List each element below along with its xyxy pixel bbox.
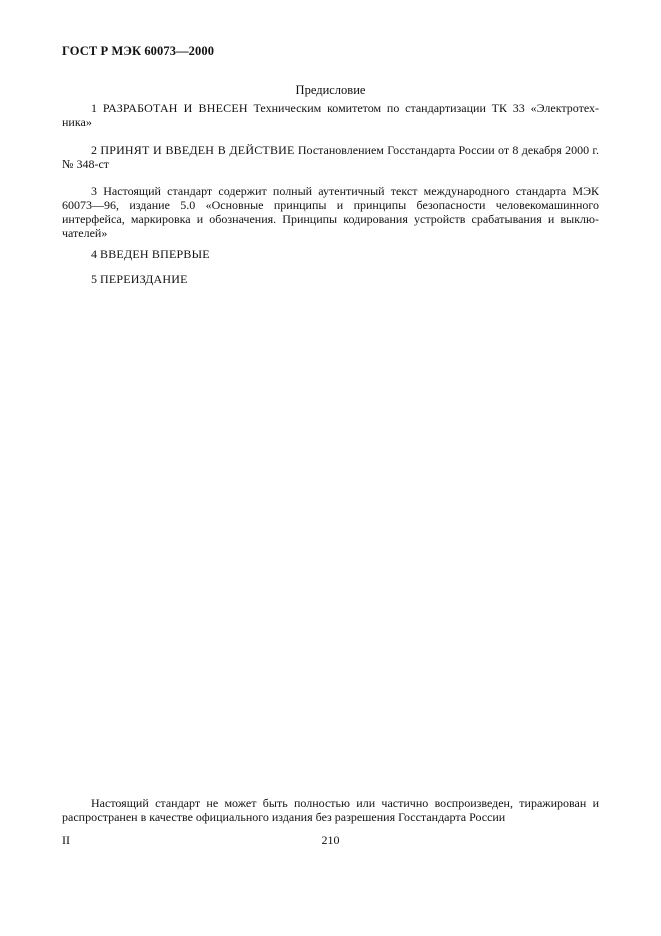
item-number: 5 [91, 272, 97, 286]
item-number: 3 [91, 184, 97, 198]
item-number: 4 [91, 247, 97, 261]
copyright-notice: Настоящий стандарт не может быть полностью или частично воспроизведен, тиражирован и распространен в качестве официального издания без разрешения Госстандарта России [62, 796, 599, 824]
foreword-item-3 [62, 184, 599, 240]
foreword-item-2 [62, 143, 599, 171]
foreword-item-4 [62, 247, 599, 261]
document-header: ГОСТ Р МЭК 60073—2000 [62, 44, 215, 58]
item-caps-heading: РАЗРАБОТАН И ВНЕСЕН [102, 101, 248, 115]
page-roman-numeral: II [62, 833, 70, 847]
item-text: Постановлением Госстандарта России от 8 декабря 2000 г. № 348-ст [62, 143, 599, 171]
item-text: Техническим комитетом по стандартизации ТК 33 «Электротех-ника» [62, 101, 600, 129]
foreword-item-1 [62, 101, 599, 129]
item-caps-heading: ПЕРЕИЗДАНИЕ [100, 272, 188, 286]
foreword-item-5 [62, 272, 599, 286]
item-caps-heading: ВВЕДЕН ВПЕРВЫЕ [100, 247, 210, 261]
item-caps-heading: ПРИНЯТ И ВВЕДЕН В ДЕЙСТВИЕ [100, 143, 295, 157]
item-number: 2 [91, 143, 97, 157]
page-number: 210 [321, 833, 340, 847]
foreword-title: Предисловие [295, 83, 366, 97]
item-number: 1 [91, 101, 97, 115]
item-text: Настоящий стандарт содержит полный аутентичный текст международного стандарта МЭК 60073—96, издание 5.0 «Основные принципы и принципы безопасности человекомашинного интерфейса, маркировка и обозначения. Принципы кодирования устройств срабатывания и выклю-чателей» [62, 184, 599, 240]
